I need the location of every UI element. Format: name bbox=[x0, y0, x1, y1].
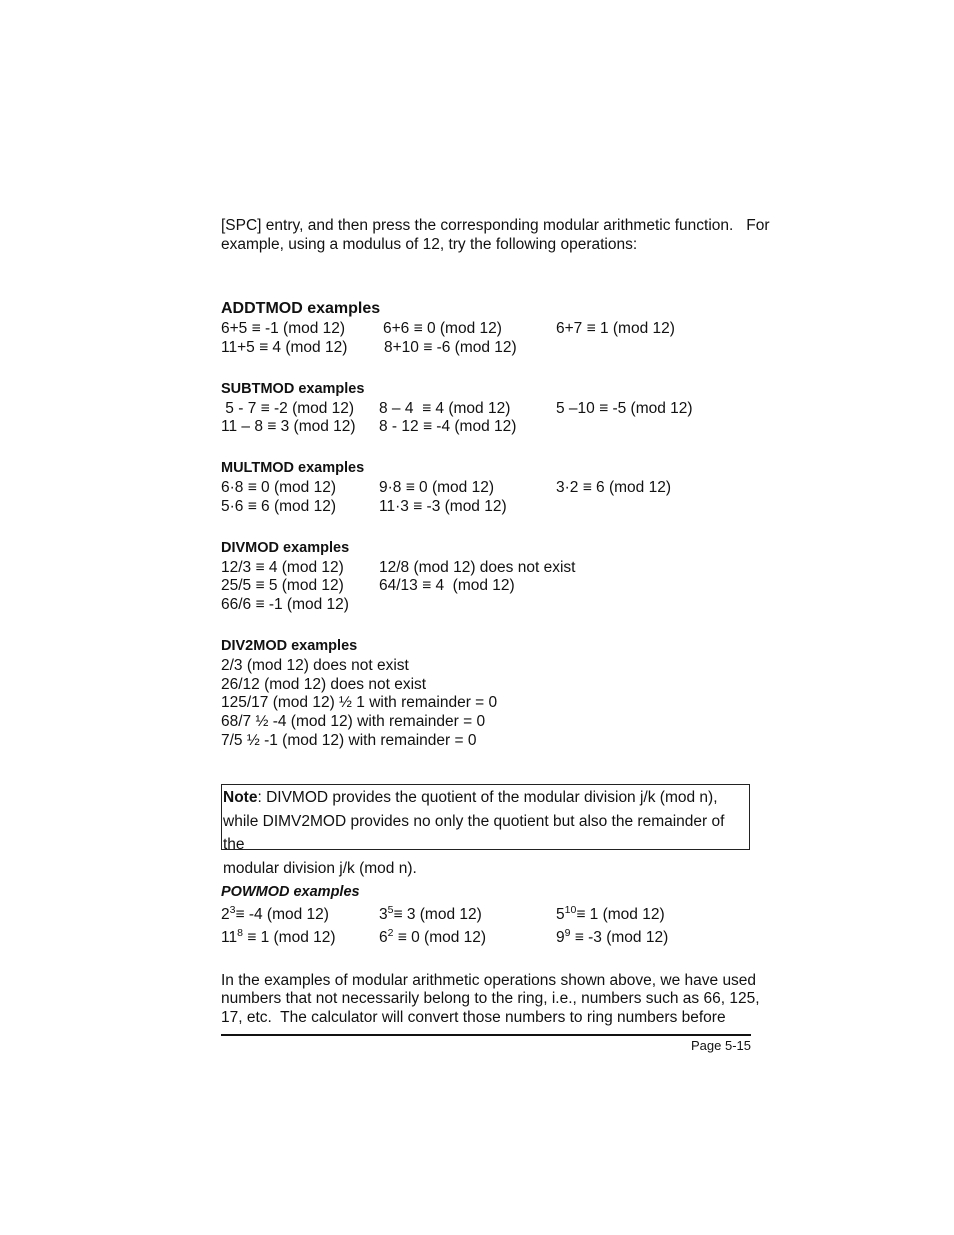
powmod-example bbox=[221, 905, 329, 924]
multmod-heading: MULTMOD examples bbox=[221, 460, 365, 476]
note-line-3: modular division j/k (mod n). bbox=[223, 859, 417, 877]
divmod-heading: DIVMOD examples bbox=[221, 540, 350, 556]
divmod-example: 25/5 ≡ 5 (mod 12) bbox=[221, 577, 344, 594]
powmod-example bbox=[379, 905, 482, 924]
div2mod-heading: DIV2MOD examples bbox=[221, 638, 358, 654]
powmod-base: 11 bbox=[221, 929, 238, 946]
div2mod-example: 125/17 (mod 12) ½ 1 with remainder = 0 bbox=[221, 694, 498, 711]
note-line-1 bbox=[223, 786, 749, 810]
footer-rule bbox=[221, 1034, 751, 1036]
powmod-result: ≡ -3 (mod 12) bbox=[570, 929, 669, 946]
div2mod-example: 68/7 ½ -4 (mod 12) with remainder = 0 bbox=[221, 713, 486, 730]
addtmod-example: 6+5 ≡ -1 (mod 12) bbox=[221, 320, 346, 337]
powmod-exponent: 3 bbox=[229, 904, 236, 916]
powmod-base: 9 bbox=[556, 929, 565, 946]
intro-line-2: example, using a modulus of 12, try the following operations: bbox=[221, 236, 638, 253]
addtmod-heading: ADDTMOD examples bbox=[221, 300, 381, 317]
divmod-example: 64/13 ≡ 4 (mod 12) bbox=[379, 577, 515, 594]
note-box bbox=[221, 784, 750, 877]
powmod-heading: POWMOD examples bbox=[221, 884, 360, 900]
multmod-example: 3·2 ≡ 6 (mod 12) bbox=[556, 479, 672, 496]
closing-line-3: 17, etc. The calculator will convert those numbers to ring numbers before bbox=[221, 1009, 726, 1026]
note-line-2: while DIMV2MOD provides no only the quotient but also the remainder of the bbox=[223, 812, 725, 853]
powmod-result: ≡ 0 (mod 12) bbox=[393, 929, 487, 946]
powmod-result: ≡ 1 (mod 12) bbox=[576, 906, 665, 923]
page-number: Page 5-15 bbox=[691, 1038, 751, 1053]
note-label: Note bbox=[223, 789, 258, 806]
powmod-exponent: 9 bbox=[564, 927, 571, 939]
addtmod-example: 11+5 ≡ 4 (mod 12) bbox=[221, 339, 348, 356]
powmod-base: 5 bbox=[556, 906, 565, 923]
subtmod-example: 11 – 8 ≡ 3 (mod 12) bbox=[221, 418, 356, 435]
multmod-example: 6·8 ≡ 0 (mod 12) bbox=[221, 479, 337, 496]
multmod-example: 9·8 ≡ 0 (mod 12) bbox=[379, 479, 495, 496]
powmod-base: 6 bbox=[379, 929, 388, 946]
powmod-exponent: 5 bbox=[387, 904, 394, 916]
div2mod-example: 7/5 ½ -1 (mod 12) with remainder = 0 bbox=[221, 732, 477, 749]
powmod-example bbox=[556, 928, 668, 947]
div2mod-example: 2/3 (mod 12) does not exist bbox=[221, 657, 409, 674]
subtmod-example: 8 - 12 ≡ -4 (mod 12) bbox=[379, 418, 517, 435]
powmod-exponent: 8 bbox=[237, 927, 243, 939]
powmod-exponent: 2 bbox=[387, 927, 394, 939]
addtmod-example: 8+10 ≡ -6 (mod 12) bbox=[384, 339, 517, 356]
powmod-result: ≡ 1 (mod 12) bbox=[242, 929, 336, 946]
subtmod-example: 5 –10 ≡ -5 (mod 12) bbox=[556, 400, 693, 417]
powmod-exponent: 10 bbox=[564, 904, 577, 916]
multmod-example: 11·3 ≡ -3 (mod 12) bbox=[379, 498, 507, 515]
note-text-1: DIVMOD provides the quotient of the modular division j/k (mod n), bbox=[266, 789, 718, 806]
closing-line-1: In the examples of modular arithmetic operations shown above, we have used bbox=[221, 972, 757, 989]
multmod-example: 5·6 ≡ 6 (mod 12) bbox=[221, 498, 337, 515]
divmod-example: 12/3 ≡ 4 (mod 12) bbox=[221, 559, 344, 576]
powmod-base: 3 bbox=[379, 906, 388, 923]
addtmod-example: 6+6 ≡ 0 (mod 12) bbox=[383, 320, 502, 337]
divmod-example: 66/6 ≡ -1 (mod 12) bbox=[221, 596, 349, 613]
powmod-example bbox=[379, 928, 486, 947]
div2mod-example: 26/12 (mod 12) does not exist bbox=[221, 676, 427, 693]
subtmod-example: 8 – 4 ≡ 4 (mod 12) bbox=[379, 400, 511, 417]
powmod-result: ≡ -4 (mod 12) bbox=[235, 906, 329, 923]
powmod-base: 2 bbox=[221, 906, 230, 923]
subtmod-example: 5 - 7 ≡ -2 (mod 12) bbox=[221, 400, 355, 417]
subtmod-heading: SUBTMOD examples bbox=[221, 381, 365, 397]
intro-line-1: [SPC] entry, and then press the corresponding modular arithmetic function. For bbox=[221, 217, 770, 234]
addtmod-example: 6+7 ≡ 1 (mod 12) bbox=[556, 320, 675, 337]
powmod-example bbox=[221, 928, 336, 947]
powmod-result: ≡ 3 (mod 12) bbox=[393, 906, 482, 923]
note-colon: : bbox=[257, 789, 267, 806]
closing-line-2: numbers that not necessarily belong to the ring, i.e., numbers such as 66, 125, bbox=[221, 990, 760, 1007]
powmod-example bbox=[556, 905, 665, 924]
divmod-example: 12/8 (mod 12) does not exist bbox=[379, 559, 576, 576]
